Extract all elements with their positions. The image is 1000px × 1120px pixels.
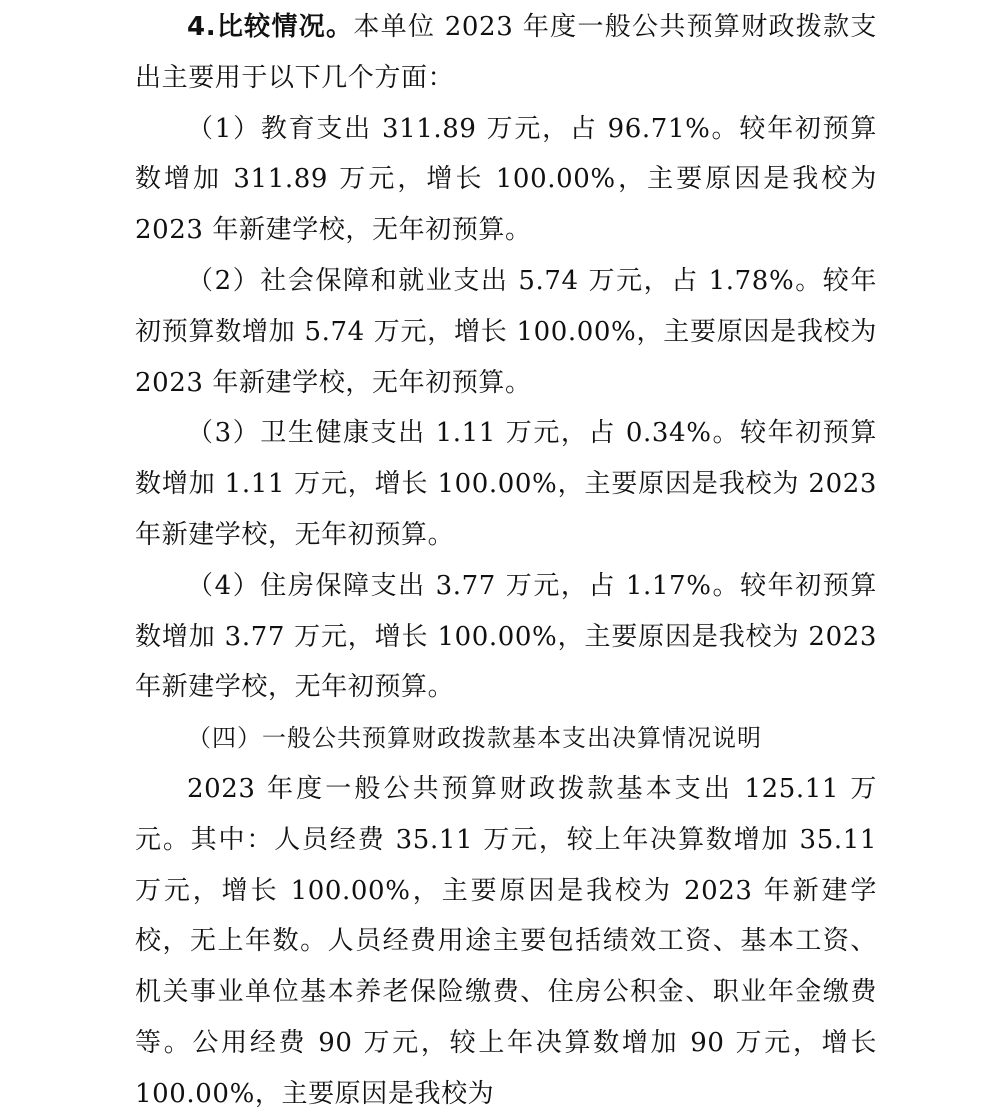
section-heading: （四）一般公共预算财政拨款基本支出决算情况说明 [187,724,762,753]
item-housing: （4）住房保障支出 3.77 万元，占 1.17%。较年初预算数增加 3.77 万元，增长 100.00%，主要原因是我校为 2023 年新建学校，无年初预算。 [135,570,877,703]
basic-expenditure-paragraph: 2023 年度一般公共预算财政拨款基本支出 125.11 万元。其中：人员经费 35.11 万元，较上年决算数增加 35.11 万元，增长 100.00%，主要原因是我校为 2023 年新建学校，无上年数。人员经费用途主要包括绩效工资、基本工资、机关事业单位基本养老保险缴费、住房公积金、职业年金缴费等。公用经费 90 万元，较上年决算数增加 90 万元，增长 100.00%，主要原因是我校为 [135,773,877,1109]
document-page [135,2,877,1120]
item-health: （3）卫生健康支出 1.11 万元，占 0.34%。较年初预算数增加 1.11 万元，增长 100.00%，主要原因是我校为 2023 年新建学校，无年初预算。 [135,418,877,550]
item-education: （1）教育支出 311.89 万元，占 96.71%。较年初预算数增加 311.89 万元，增长 100.00%，主要原因是我校为 2023 年新建学校，无年初预算。 [135,113,877,246]
comparison-paragraph [135,2,877,104]
item-social-security: （2）社会保障和就业支出 5.74 万元，占 1.78%。较年初预算数增加 5.74 万元，增长 100.00%，主要原因是我校为 2023 年新建学校，无年初预算。 [135,265,877,398]
comparison-text: 本单位 2023 年度一般公共预算财政拨款支出主要用于以下几个方面： [135,12,877,93]
comparison-lead: 4.比较情况。 [187,12,354,42]
